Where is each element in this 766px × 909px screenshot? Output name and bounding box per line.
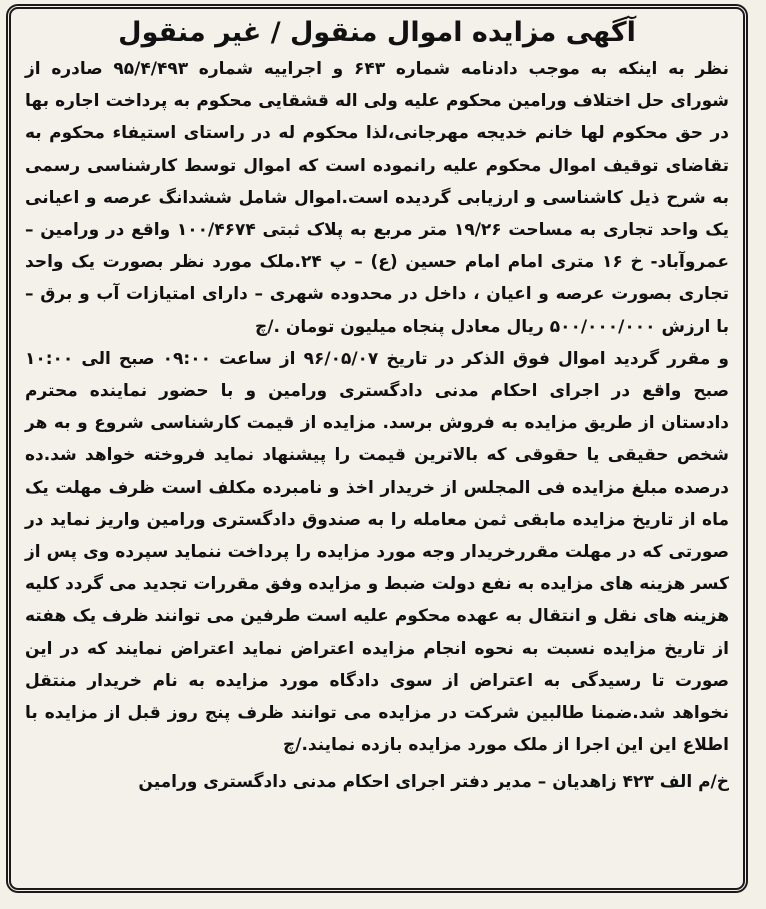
notice-paragraph-1: نظر به اینکه به موجب دادنامه شماره ۶۴۳ و اجراییه شماره ۹۵/۴/۴۹۳ صادره از شورای حل اختلاف ورامین محکوم علیه ولی اله قشقایی محکوم به پرداخت اجاره بها در حق محکوم لها خانم خدیجه مهرجانی،لذا محکوم له در راستای استیفاء محکوم به تقاضای توقیف اموال محکوم علیه رانموده است که اموال توسط کارشناسی رسمی به شرح ذیل کاشناسی و ارزیابی گردیده است.اموال شامل ششدانگ عرصه و اعیانی یک واحد تجاری به مساحت ۱۹/۲۶ متر مربع به پلاک ثبتی ۱۰۰/۴۶۷۴ واقع در ورامین – عمروآباد- خ ۱۶ متری امام امام حسین (ع) – پ ۲۴.ملک مورد نظر بصورت یک واحد تجاری بصورت عرصه و اعیان ، داخل در محدوده شهری – دارای امتیازات آب و برق – با ارزش ۵۰۰/۰۰۰/۰۰۰ ریال معادل پنجاه میلیون تومان ./چ [25,59,729,337]
auction-notice [6,4,748,893]
notice-paragraph-2: و مقرر گردید اموال فوق الذکر در تاریخ ۹۶/۰۵/۰۷ از ساعت ۰۹:۰۰ صبح الی ۱۰:۰۰ صبح واقع در اجرای احکام مدنی دادگستری ورامین و با حضور نماینده محترم دادستان از طریق مزایده به فروش برسد. مزایده از قیمت کارشناسی شروع و به هر شخص حقیقی یا حقوقی که بالاترین قیمت را پیشنهاد نماید فروخته خواهد شد.ده درصده مبلغ مزایده فی المجلس از خریدار اخذ و نامبرده مکلف است ظرف مهلت یک ماه از تاریخ مزایده مابقی ثمن معامله را به صندوق دادگستری ورامین واریز نماید در صورتی که در مهلت مقررخریدار وجه مورد مزایده را پرداخت ننماید سپرده وی پس از کسر هزینه های مزایده به نفع دولت ضبط و مزایده وفق مقررات تجدید می گردد کلیه هزینه های نقل و انتقال به عهده محکوم علیه است طرفین می توانند ظرف یک هفته از تاریخ مزایده نسبت به نحوه انجام مزایده اعتراض نماید اعتراض نمایند که در این صورت تا رسیدگی به اعتراض از سوی دادگاه مورد مزایده به نام خریدار منتقل نخواهد شد.ضمنا طالبین شرکت در مزایده می توانند ظرف پنج روز قبل از مزایده با اطلاع این این اجرا از ملک مورد مزایده بازده نمایند./چ [25,348,729,756]
notice-title: آگهی مزایده اموال منقول / غیر منقول [118,17,636,48]
notice-signature: خ/م الف ۴۲۳ زاهدیان – مدیر دفتر اجرای احکام مدنی دادگستری ورامین [138,772,729,793]
